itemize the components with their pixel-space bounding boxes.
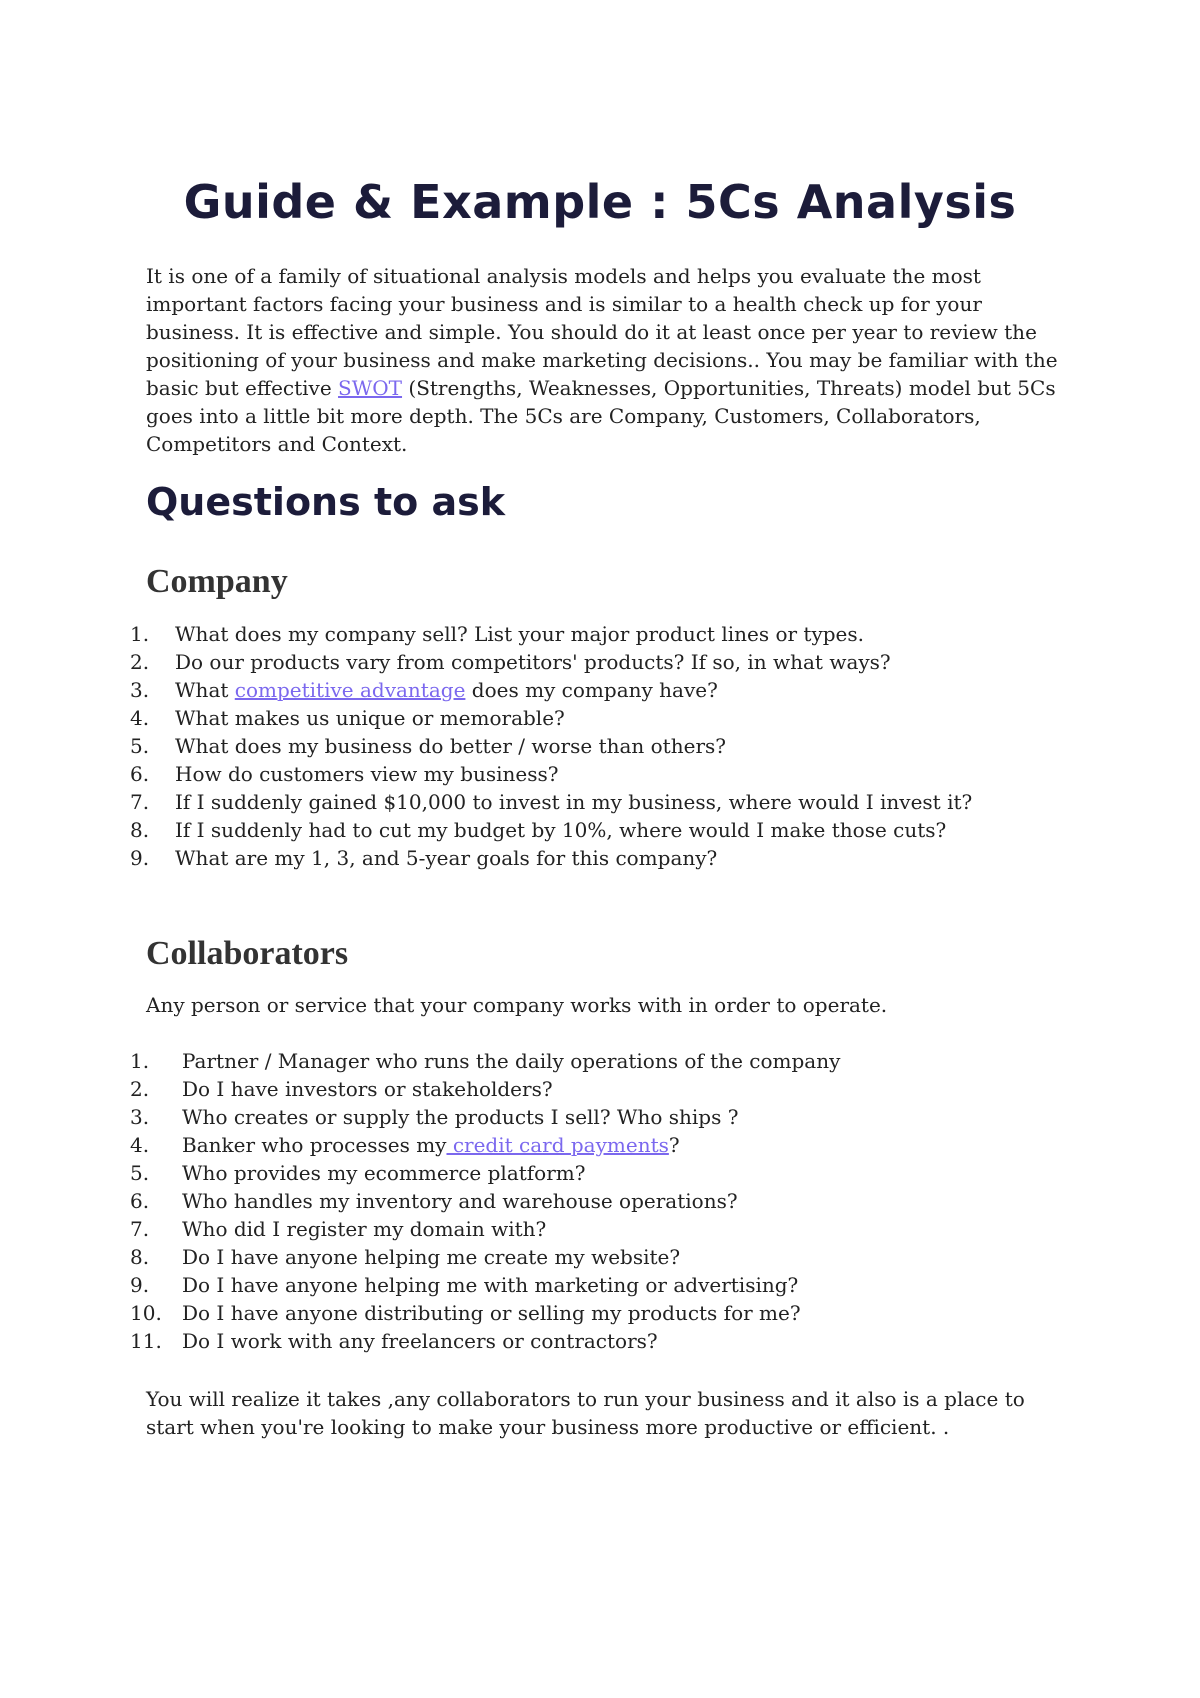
- list-text: Who provides my ecommerce platform?: [182, 1161, 586, 1185]
- list-text-after: ?: [668, 1133, 680, 1157]
- list-text: What does my company sell? List your major product lines or types.: [175, 622, 865, 646]
- list-text: How do customers view my business?: [175, 762, 559, 786]
- list-text-before: Banker who processes my: [182, 1133, 447, 1157]
- list-text: What are my 1, 3, and 5-year goals for this company?: [175, 846, 718, 870]
- list-text: If I suddenly gained $10,000 to invest in my business, where would I invest it?: [175, 790, 973, 814]
- collaborators-intro: Any person or service that your company works with in order to operate.: [146, 993, 888, 1017]
- questions-heading: Questions to ask: [146, 480, 505, 524]
- list-number: 3.: [130, 1105, 150, 1129]
- collaborators-heading: Collaborators: [146, 935, 349, 972]
- list-text-before: What: [175, 678, 235, 702]
- list-text-after: does my company have?: [465, 678, 718, 702]
- list-text: Do I have investors or stakeholders?: [182, 1077, 553, 1101]
- company-heading: Company: [146, 563, 288, 600]
- list-number: 6.: [130, 762, 150, 786]
- list-number: 4.: [130, 706, 150, 730]
- list-number: 1.: [130, 1049, 150, 1073]
- list-text: [182, 1131, 680, 1159]
- list-text: Do I have anyone distributing or selling my products for me?: [182, 1301, 801, 1325]
- list-text: If I suddenly had to cut my budget by 10%, where would I make those cuts?: [175, 818, 947, 842]
- list-text: Partner / Manager who runs the daily operations of the company: [182, 1049, 841, 1073]
- list-number: 2.: [130, 650, 150, 674]
- list-text: Do I have anyone helping me with marketing or advertising?: [182, 1273, 799, 1297]
- list-number: 7.: [130, 790, 150, 814]
- intro-text-after: (Strengths, Weaknesses, Opportunities, Threats) model but 5Cs goes into a little bit more depth. The 5Cs are Company, Customers, Collaborators, Competitors and Context.: [146, 376, 1056, 456]
- list-text: Who handles my inventory and warehouse operations?: [182, 1189, 738, 1213]
- list-number: 7.: [130, 1217, 150, 1241]
- list-number: 3.: [130, 678, 150, 702]
- list-text: What does my business do better / worse than others?: [175, 734, 726, 758]
- list-text: What makes us unique or memorable?: [175, 706, 565, 730]
- list-text: Who creates or supply the products I sell? Who ships ?: [182, 1105, 739, 1129]
- list-text: Do our products vary from competitors' products? If so, in what ways?: [175, 650, 891, 674]
- list-number: 8.: [130, 1245, 150, 1269]
- list-number: 9.: [130, 846, 150, 870]
- list-number: 8.: [130, 818, 150, 842]
- list-number: 5.: [130, 1161, 150, 1185]
- list-text: Who did I register my domain with?: [182, 1217, 547, 1241]
- collaborators-closing: You will realize it takes ,any collaborators to run your business and it also is a place to start when you're looking to make your business more productive or efficient. .: [146, 1387, 1025, 1439]
- credit-card-payments-link[interactable]: credit card payments: [446, 1133, 669, 1157]
- page-title: Guide & Example : 5Cs Analysis: [183, 175, 1017, 229]
- list-text: [175, 676, 718, 704]
- swot-link[interactable]: SWOT: [338, 376, 403, 400]
- list-number: 11.: [130, 1329, 162, 1353]
- list-number: 9.: [130, 1273, 150, 1297]
- intro-paragraph: [146, 262, 1076, 458]
- list-number: 5.: [130, 734, 150, 758]
- list-number: 4.: [130, 1133, 150, 1157]
- list-number: 6.: [130, 1189, 150, 1213]
- list-number: 2.: [130, 1077, 150, 1101]
- intro-text-before: It is one of a family of situational analysis models and helps you evaluate the most important factors facing your business and is similar to a health check up for your business. It is effective and simple. You should do it at least once per year to review the positioning of your business and make marketing decisions.. You may be familiar with the basic but effective: [146, 264, 1058, 400]
- competitive-advantage-link[interactable]: competitive advantage: [234, 678, 466, 702]
- list-text: Do I work with any freelancers or contractors?: [182, 1329, 658, 1353]
- list-number: 10.: [130, 1301, 162, 1325]
- list-number: 1.: [130, 622, 150, 646]
- list-text: Do I have anyone helping me create my website?: [182, 1245, 681, 1269]
